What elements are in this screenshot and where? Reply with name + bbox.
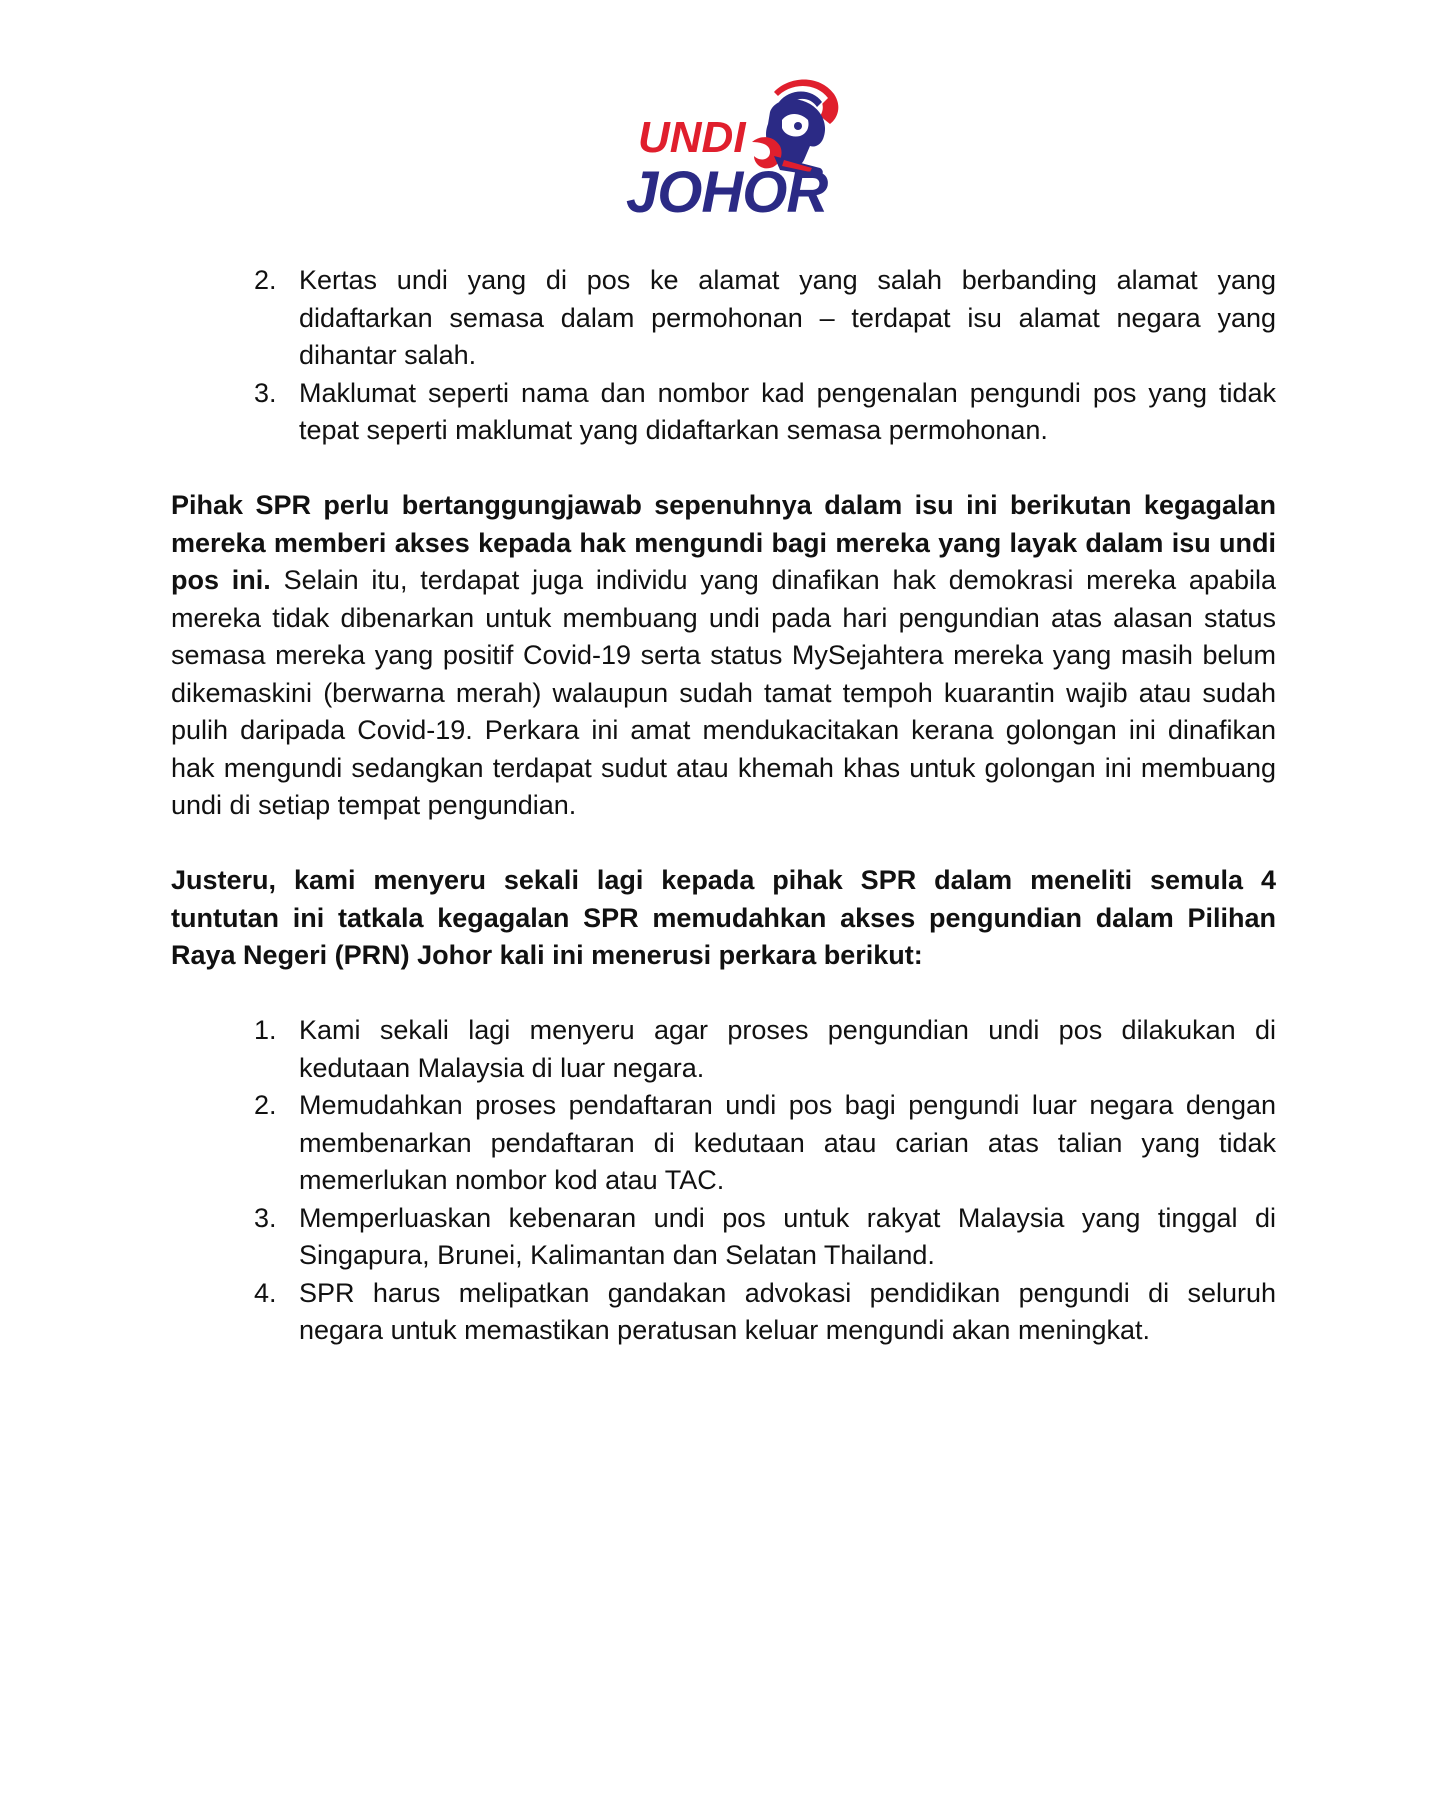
spacer: [171, 825, 1276, 863]
list-item-text: Kertas undi yang di pos ke alamat yang salah berbanding alamat yang didaftarkan semasa dalam permohonan – terdapat isu alamat negara yang dihantar salah.: [299, 265, 1276, 370]
list-item-number: 3.: [254, 1202, 277, 1233]
list-item-number: 2.: [254, 265, 277, 295]
list-item-text: Memudahkan proses pendaftaran undi pos bagi pengundi luar negara dengan membenarkan pendaftaran di kedutaan atau carian atas talian yang tidak memerlukan nombor kod atau TAC.: [299, 1090, 1276, 1195]
issues-list-continued: [171, 262, 1276, 450]
list-item-text: Maklumat seperti nama dan nombor kad pengenalan pengundi pos yang tidak tepat seperti maklumat yang didaftarkan semasa permohonan.: [299, 377, 1276, 445]
logo-word-johor: JOHOR: [626, 160, 828, 224]
list-item-number: 3.: [254, 377, 277, 408]
list-item-text: Kami sekali lagi menyeru agar proses pengundian undi pos dilakukan di kedutaan Malaysia di luar negara.: [299, 1015, 1276, 1083]
undi-johor-logo: [624, 72, 846, 224]
demands-list: [171, 1012, 1276, 1350]
list-item: [254, 262, 1276, 375]
list-item: [254, 1012, 1276, 1087]
logo-graphic: [624, 72, 846, 224]
list-item-number: 2.: [254, 1090, 277, 1120]
list-item: [254, 1200, 1276, 1275]
statement-body: [171, 262, 1276, 1350]
paragraph-responsibility: [171, 487, 1276, 825]
paragraph-bold-lead: Pihak SPR perlu bertanggungjawab sepenuhnya dalam isu ini berikutan kegagalan mereka memberi akses kepada hak mengundi bagi mereka yang layak dalam isu undi pos ini.: [171, 490, 1276, 595]
list-item: [254, 1275, 1276, 1350]
list-item-number: 4.: [254, 1277, 277, 1308]
spacer: [171, 450, 1276, 488]
list-item-text: SPR harus melipatkan gandakan advokasi pendidikan pengundi di seluruh negara untuk memastikan peratusan keluar mengundi akan meningkat.: [299, 1277, 1276, 1345]
logo-word-undi: UNDI: [638, 113, 746, 162]
paragraph-demands-intro: Justeru, kami menyeru sekali lagi kepada pihak SPR dalam meneliti semula 4 tuntutan ini tatkala kegagalan SPR memudahkan akses pengundian dalam Pilihan Raya Negeri (PRN) Johor kali ini menerusi perkara berikut:: [171, 865, 1276, 970]
list-item: [254, 1087, 1276, 1200]
list-item-text: Memperluaskan kebenaran undi pos untuk rakyat Malaysia yang tinggal di Singapura, Brunei, Kalimantan dan Selatan Thailand.: [299, 1202, 1276, 1270]
paragraph-body-text: Selain itu, terdapat juga individu yang dinafikan hak demokrasi mereka apabila mereka tidak dibenarkan untuk membuang undi pada hari pengundian atas alasan status semasa mereka yang positif Covid-19 serta status MySejahtera mereka yang masih belum dikemaskini (berwarna merah) walaupun sudah tamat tempoh kuarantin wajib atau sudah pulih daripada Covid-19. Perkara ini amat mendukacitakan kerana golongan ini dinafikan hak mengundi sedangkan terdapat sudut atau khemah khas untuk golongan ini membuang undi di setiap tempat pengundian.: [171, 565, 1277, 820]
list-item-number: 1.: [254, 1015, 277, 1045]
spacer: [171, 975, 1276, 1013]
list-item: [254, 375, 1276, 450]
